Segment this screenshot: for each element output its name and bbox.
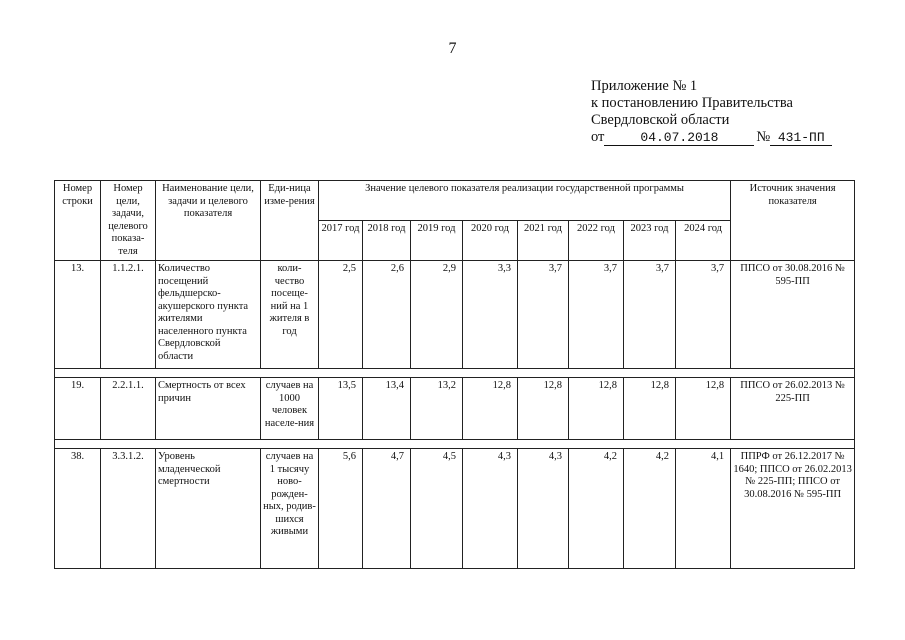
cell-row-number: 38.	[55, 449, 101, 569]
cell-goal-code: 2.2.1.1.	[101, 378, 156, 440]
header-year: 2018 год	[363, 221, 411, 261]
cell-source: ППСО от 26.02.2013 № 225-ПП	[731, 378, 855, 440]
cell-value: 13,4	[363, 378, 411, 440]
cell-unit: случаев на 1000 человек населе-ния	[261, 378, 319, 440]
cell-value: 13,5	[319, 378, 363, 440]
table-row	[55, 378, 855, 440]
cell-value: 4,2	[569, 449, 624, 569]
appendix-title: Приложение № 1	[591, 78, 698, 94]
cell-unit: коли-чество посеще-ний на 1 жителя в год	[261, 261, 319, 369]
cell-indicator-name: Количество посещений фельдшерско-акушерского пункта жителями населенного пункта Свердловской области	[156, 261, 261, 369]
page-number: 7	[448, 40, 457, 57]
header-values-group: Значение целевого показателя реализации государственной программы	[319, 181, 731, 221]
date-label: от	[591, 129, 605, 145]
cell-value: 2,5	[319, 261, 363, 369]
header-year: 2023 год	[624, 221, 676, 261]
cell-row-number: 19.	[55, 378, 101, 440]
cell-value: 5,6	[319, 449, 363, 569]
resolution-date-number	[591, 129, 871, 146]
resolution-number: 431-ПП	[770, 131, 832, 146]
cell-value: 13,2	[411, 378, 463, 440]
header-year: 2022 год	[569, 221, 624, 261]
cell-value: 4,7	[363, 449, 411, 569]
appendix-region: Свердловской области	[591, 112, 730, 128]
cell-value: 12,8	[676, 378, 731, 440]
cell-value: 12,8	[569, 378, 624, 440]
header-unit: Еди-ница изме-рения	[261, 181, 319, 261]
cell-value: 3,7	[676, 261, 731, 369]
cell-value: 3,7	[518, 261, 569, 369]
cell-value: 12,8	[624, 378, 676, 440]
appendix-header	[591, 78, 871, 146]
header-year: 2021 год	[518, 221, 569, 261]
cell-source: ППСО от 30.08.2016 № 595-ПП	[731, 261, 855, 369]
cell-goal-code: 1.1.2.1.	[101, 261, 156, 369]
resolution-date: 04.07.2018	[604, 131, 754, 146]
gap-cell	[55, 440, 855, 449]
table-row	[55, 261, 855, 369]
header-indicator-name: Наименование цели, задачи и целевого показателя	[156, 181, 261, 261]
row-gap	[55, 440, 855, 449]
header-year: 2019 год	[411, 221, 463, 261]
header-goal-number: Номер цели, задачи, целевого показа-теля	[101, 181, 156, 261]
cell-indicator-name: Уровень младенческой смертности	[156, 449, 261, 569]
cell-value: 12,8	[518, 378, 569, 440]
cell-value: 3,3	[463, 261, 518, 369]
table-row	[55, 449, 855, 569]
cell-indicator-name: Смертность от всех причин	[156, 378, 261, 440]
table-header-row	[55, 181, 855, 221]
cell-unit: случаев на 1 тысячу ново-рожден-ных, родив-шихся живыми	[261, 449, 319, 569]
cell-value: 12,8	[463, 378, 518, 440]
cell-value: 3,7	[569, 261, 624, 369]
cell-source: ППРФ от 26.12.2017 № 1640; ППСО от 26.02.2013 № 225-ПП; ППСО от 30.08.2016 № 595-ПП	[731, 449, 855, 569]
header-row-number: Номер строки	[55, 181, 101, 261]
header-year: 2024 год	[676, 221, 731, 261]
cell-row-number: 13.	[55, 261, 101, 369]
number-label: №	[756, 129, 771, 145]
gap-cell	[55, 369, 855, 378]
cell-value: 4,3	[463, 449, 518, 569]
cell-value: 2,9	[411, 261, 463, 369]
header-source: Источник значения показателя	[731, 181, 855, 261]
cell-value: 4,2	[624, 449, 676, 569]
header-year: 2020 год	[463, 221, 518, 261]
cell-value: 4,1	[676, 449, 731, 569]
row-gap	[55, 369, 855, 378]
cell-value: 3,7	[624, 261, 676, 369]
appendix-resolution: к постановлению Правительства	[591, 95, 793, 111]
cell-goal-code: 3.3.1.2.	[101, 449, 156, 569]
cell-value: 2,6	[363, 261, 411, 369]
cell-value: 4,5	[411, 449, 463, 569]
cell-value: 4,3	[518, 449, 569, 569]
indicators-table	[54, 180, 855, 569]
header-year: 2017 год	[319, 221, 363, 261]
